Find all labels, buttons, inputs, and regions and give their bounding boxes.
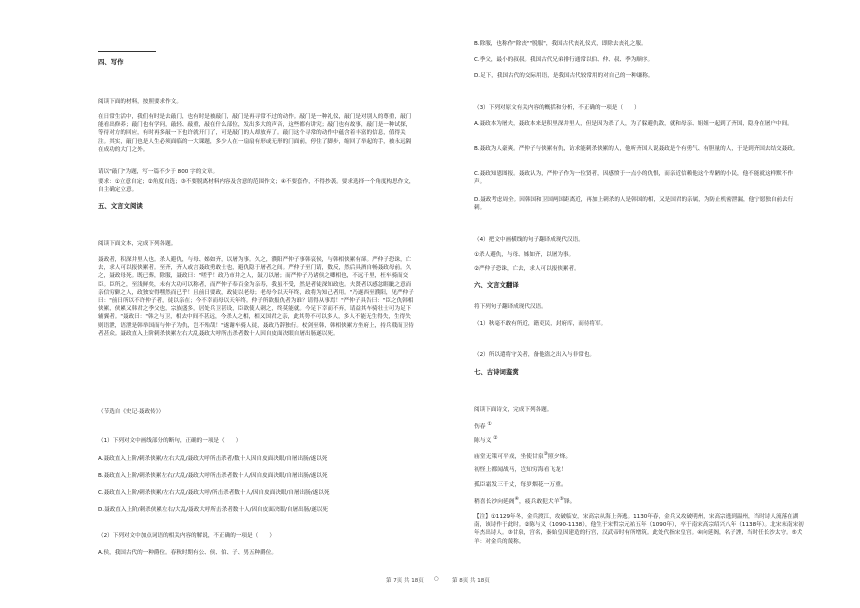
q1-option-b: B.聂政直入上阶/刺杀侠累左右/大乱/聂政大呼所击杀者数十人/因自皮面决眼/自屠出肠/遂以死 [98, 473, 328, 479]
q1-stem: （1）下列对文中画线部分的断句，正确的一项是（ ） [98, 438, 242, 444]
poem-annotation: 【注】①1129年冬，金兵渡江，攻破临安，宋高宗从海上奔逃。1130年春，金兵又攻破明州，宋高宗逃到温州，当时诗人流落在湖南，该诗作于此时。②陈与义（1090-1138），他生于宋哲宗元祐五年（1090年），卒于南宋高宗绍兴八年（1138年）。北宋末南宋初年杰出诗人。③甘泉，宫名，秦始皇因建造的行宫，汉武帝时有所增筑。此处代指宋皇宫。④向延阁，名子諲，当时任长沙太守。⑤犬羊：对金兵的蔑称。 [474, 514, 804, 545]
q3-option-b: B.聂政为人豪爽。严仲子与侠累有仇，访求能刺杀侠累的人，他听齐国人说聂政是个有勇气、有胆量的人，于是到齐国去结交聂政。 [474, 146, 799, 152]
poem-line-4a: 稍喜长沙向延阁 [474, 498, 515, 505]
section6-item-2: （2）所以遣将守关者，备他盗之出入与非常也。 [474, 352, 596, 358]
answer-blank [98, 37, 156, 56]
q2-option-a: A.侯，我国古代的一种爵位。春秋时期有公、侯、伯、子、男五种爵位。 [98, 550, 277, 556]
section7-prompt: 阅读下面诗文，完成下列各题。 [474, 407, 553, 413]
section4-requirements: 要求：①立意自定；②角度自选；③不要脱离材料内容及含意的范围作文；④不要套作，不得抄袭。要求选择一个角度构思作文，自主确定立意。 [98, 179, 415, 194]
q2-option-d: D.足下，我国古代的交际用语，是我国古代较常用的对自己的一种谦称。 [474, 73, 654, 79]
poem-line-1-note: ③ [543, 452, 548, 457]
section6-prompt: 将下列句子翻译成现代汉语。 [474, 304, 547, 310]
q3-stem: （3）下列对原文有关内容的概括和分析，不正确的一项是（ ） [474, 105, 640, 111]
poem-title-note: ① [487, 422, 492, 427]
section4-heading: 四、写作 [98, 58, 124, 66]
poem-line-1b: 照夕烽。 [547, 453, 572, 460]
q1-option-a: A.聂政直入上阶/刺杀侠累/左右大乱/聂政大呼所击杀者/数十人因自皮面决眼/自屠出肠/遂以死 [98, 456, 328, 462]
poem-author-note: ② [493, 436, 498, 441]
q1-option-c: C.聂政直入上阶/刺杀侠累/左右大乱/聂政大呼/所击杀者数十人/因自皮面决眼/自屠出肠/遂以死 [98, 490, 330, 496]
poem-line-4-note-2: ⑤ [559, 497, 564, 502]
poem-line-4-note-1: ④ [514, 497, 519, 502]
footer-right-page: 第 8页 共 18页 [452, 578, 490, 584]
q4-stem: （4）把文中画横线的句子翻译成现代汉语。 [474, 237, 584, 243]
poem-author-text: 陈与义 [474, 437, 492, 444]
poem-line-1 [474, 451, 571, 462]
q3-option-c: C.聂政知恩图报。聂政认为，严仲子作为一位贤者，因感愤于一点小的仇恨，而亲近信赖他这个卑陋的小民，他不能就这样默不作声。 [474, 171, 793, 186]
poem-author [474, 435, 498, 446]
footer-divider-icon: ○ [434, 576, 439, 582]
section5-prompt: 阅读下面文本，完成下列各题。 [98, 241, 177, 247]
section4-material: 在日常生活中，我们有时是去敲门，也有时是被敲门，敲门是再寻常不过的动作。敲门是一种礼仪，敲门是对别人的尊重，敲门能看出修养；敲门也有学问，敲轻、敲重，敲在什么部位，发出多大的声音，这些都有讲究；敲门也有故事，敲门是一种试探，等待对方的回应，有时再多敲一下也许就开门了，可是敲门的人却放弃了。敲门这个寻常的动作中蕴含着丰富的信息，值得关注。其实，敲门也是人生必须面临的一大课题，多少人在一扇扇有形或无形的门面前，停住了脚步，缩回了举起的手，被永远隔在成功的大门之外。 [98, 114, 412, 153]
section6-heading: 六、文言文翻译 [474, 281, 519, 289]
q4-item-1: ①杀人避仇，与母、姊如齐，以屠为事。 [474, 252, 575, 258]
poem-line-4 [474, 496, 575, 507]
q3-option-a: A.聂政本为屠夫，聂政本来是积里深井里人，但是因为杀了人，为了躲避仇敌，就和母亲、姐姐一起到了齐国，隐身在屠户中间。 [474, 121, 793, 127]
classical-passage: 聂政者，积深井里人也。杀人避仇，与母、姊如齐，以屠为事。久之，濮阳严仲子事韩哀侯，与韩相侠累有郤。严仲子恐诛，亡去，求人可以报侠累者。至齐，齐人或言聂政勇敢士也，避仇隐于屠者之间。严仲子至门请，数反，然后具酒自畅聂政母前。久之，聂政母死。既已葬，除服，聂政曰："嗟乎！政乃市井之人，鼓刀以屠；而严仲子乃诸侯之卿相也，不远千里，枉车骑而交臣。臣所之，至浅鲜矣，未有大功可以称者，而严仲子奉百金为亲寿，我虽不受，然是者徒深知政也。夫贤者以感忿睚眦之意而亲信穷僻之人，政独安得嘿然而已乎！且前日要政，政徒以老母；老母今以天年终，政将为知己者用。"乃遂西至濮阳，见严仲子曰："前日所以不许仲子者，徒以亲在；今不幸而母以天年终。仲子所欲报仇者为谁？请得从事焉！"严仲子具告曰："臣之仇韩相侠累，侠累又韩君之季父也，宗族盛多，居处兵卫甚设，臣欲使人刺之，终莫能就。今足下幸而不弃，请益其车骑壮士可为足下辅翼者。"聂政曰："韩之与卫，相去中间不甚远，今杀人之相，相又国君之亲，此其势不可以多人，多人不能无生得失，生得失则语泄，语泄是韩举国而与仲子为仇，岂不殆哉！"遂谢车骑人徒，聂政乃辞独行。杖剑至韩，韩相侠累方坐府上，持兵戟而卫侍者甚众。聂政直入上阶刺杀侠累左右大乱聂政大呼所击杀者数十人因自皮面决眼自屠出肠遂以死。 [98, 257, 414, 337]
section5-heading: 五、文言文阅读 [98, 202, 143, 210]
poem-title-text: 伤春 [474, 423, 486, 430]
q1-option-d: D.聂政直入上阶/刺杀侠累左右/大乱/聂政大呼所击杀者数十人/因自皮面决眼/自屠出肠/遂以死 [98, 507, 328, 513]
passage-source: （节选自《史记·聂政传》） [98, 409, 165, 415]
q2-option-b: B.除服，也称作"除丧""脱服"，我国古代丧礼仪式，即除去丧礼之服。 [474, 41, 647, 47]
poem-line-1a: 庙堂无策可平戎，坐使甘泉 [474, 453, 544, 460]
q2-stem: （2）下列对文中加点词语的相关内容的解说，不正确的一项是（ ） [98, 533, 275, 539]
poem-line-3: 孤臣霜发三千丈，每岁烟花一万重。 [474, 482, 567, 488]
poem-title [474, 421, 492, 432]
poem-line-4b: ，疲兵敢犯犬羊 [518, 498, 560, 505]
section4-prompt: 阅读下面的材料，按照要求作文。 [98, 99, 182, 105]
q4-item-2: ②严仲子恐诛，亡去，求人可以报侠累者。 [474, 266, 580, 272]
section7-heading: 七、古诗词鉴赏 [474, 368, 519, 376]
poem-line-4c: 锋。 [563, 498, 576, 505]
section4-task: 请以"敲门"为题，写一篇不少于 800 字的文章。 [98, 169, 219, 175]
section6-item-1: （1）秋毫不敢有所近，籍吏民，封府库，而待将军。 [474, 321, 607, 327]
q3-option-d: D.聂政考虑周全。因韩国和卫国两国距离近，再加上刺杀的人是韩国的相，又是国君的亲属，为防止机密泄漏，他宁愿独自前去行刺。 [474, 197, 794, 212]
poem-line-2: 初怪上都闻战马，岂知穷海看飞龙！ [474, 467, 567, 473]
footer-left-page: 第 7页 共 18页 [386, 578, 424, 584]
q2-option-c: C.季父，最小的叔叔。我国古代兄弟排行通常以伯、仲、叔、季为顺序。 [474, 57, 654, 63]
